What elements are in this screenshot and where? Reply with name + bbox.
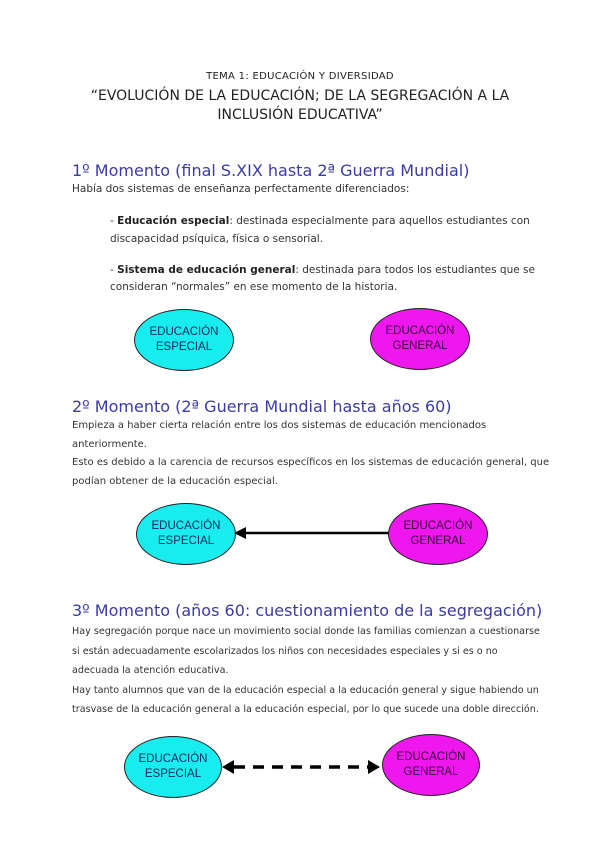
- item-1-text: : destinada especialmente para aquellos estudiantes con: [229, 215, 530, 227]
- section-3-line-5: trasvase de la educación general a la educación especial, por lo que sucede una doble dirección.: [72, 704, 539, 715]
- section-2-heading: 2º Momento (2ª Guerra Mundial hasta años 60): [72, 397, 452, 416]
- ellipse-label-line-2: ESPECIAL: [155, 341, 213, 353]
- section-1-item-2: [110, 264, 550, 293]
- moment-2-especial-ellipse: [136, 503, 236, 565]
- section-3-line-3: adecuada la atención educativa.: [72, 665, 229, 676]
- title-line-1: “EVOLUCIÓN DE LA EDUCACIÓN; DE LA SEGREGACIÓN A LA: [90, 88, 510, 104]
- section-2-body: [72, 417, 552, 491]
- moment-3-especial-ellipse: [124, 736, 222, 798]
- ellipse-label-line-2: ESPECIAL: [144, 768, 202, 780]
- ellipse-label-line-2: ESPECIAL: [157, 535, 215, 547]
- ellipse-label-line-2: GENERAL: [403, 766, 459, 778]
- item-2-line-2: consideran “normales” en ese momento de la historia.: [110, 281, 398, 293]
- moment-2-general-ellipse: [388, 503, 488, 565]
- section-2-line-2: anteriormente.: [72, 438, 147, 450]
- moment-1-general-ellipse: [370, 308, 470, 370]
- ellipse-label-line-1: EDUCACIÓN: [151, 520, 221, 532]
- item-1-label: Educación especial: [117, 215, 230, 227]
- section-1-item-1: [110, 215, 550, 245]
- ellipse-label-line-2: GENERAL: [410, 535, 466, 547]
- arrow-head-right: [368, 760, 380, 774]
- ellipse-label-line-1: EDUCACIÓN: [396, 751, 466, 763]
- ellipse-label-line-1: EDUCACIÓN: [149, 326, 219, 338]
- ellipse-label-line-2: GENERAL: [392, 340, 448, 352]
- section-2-line-1: Empieza a haber cierta relación entre los dos sistemas de educación mencionados: [72, 420, 487, 431]
- moment-1-especial-ellipse: [134, 309, 234, 371]
- moment-3-general-ellipse: [382, 734, 480, 796]
- title-line-2: INCLUSIÓN EDUCATIVA”: [217, 107, 383, 123]
- arrow-head-left: [234, 527, 246, 539]
- ellipse-label-line-1: EDUCACIÓN: [403, 520, 473, 532]
- arrow-head-left: [222, 760, 234, 774]
- section-3-line-1: Hay segregación porque nace un movimiento social donde las familias comienzan a cuestionarse: [72, 626, 540, 637]
- item-2-line-1: - Sistema de educación general: destinada para todos los estudiantes que se: [110, 264, 535, 276]
- section-3-line-4: Hay tanto alumnos que van de la educación especial a la educación general y sigue habiendo un: [72, 684, 539, 696]
- section-1-heading: 1º Momento (final S.XIX hasta 2ª Guerra Mundial): [72, 161, 470, 180]
- section-1-intro: Había dos sistemas de enseñanza perfectamente diferenciados:: [72, 183, 410, 195]
- moment-3-double-arrow: [220, 759, 382, 775]
- item-1-line-1: - Educación especial: destinada especialmente para aquellos estudiantes con: [110, 215, 530, 227]
- section-2-line-3: Esto es debido a la carencia de recursos específicos en los sistemas de educación general, que: [72, 457, 550, 468]
- section-3-heading: 3º Momento (años 60: cuestionamiento de la segregación): [72, 601, 543, 620]
- ellipse-label-line-1: EDUCACIÓN: [385, 325, 455, 337]
- section-3-line-2: si están adecuadamente escolarizados los niños con necesidades especiales y si es o no: [72, 645, 498, 657]
- section-3-body: [72, 622, 562, 720]
- item-2-label: Sistema de educación general: [117, 264, 296, 276]
- document-topic: TEMA 1: EDUCACIÓN Y DIVERSIDAD: [206, 71, 394, 82]
- ellipse-label-line-1: EDUCACIÓN: [138, 753, 208, 765]
- item-1-line-2: discapacidad psíquica, física o sensorial.: [110, 233, 324, 245]
- item-2-text: : destinada para todos los estudiantes que se: [295, 264, 535, 276]
- document-title: [0, 87, 600, 125]
- moment-2-arrow: [234, 526, 390, 540]
- section-2-line-4: podían obtener de la educación especial.: [72, 475, 278, 487]
